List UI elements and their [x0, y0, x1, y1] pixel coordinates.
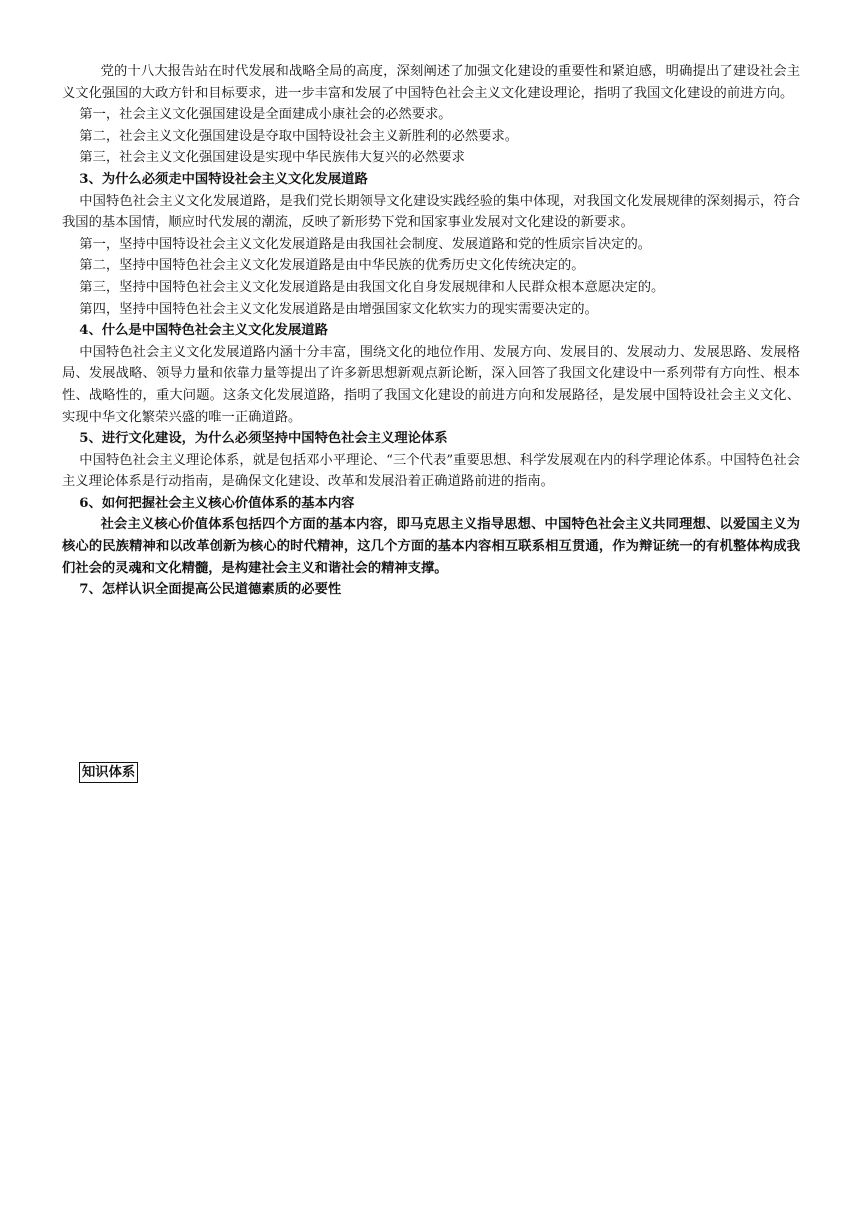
intro-paragraph: 党的十八大报告站在时代发展和战略全局的高度，深刻阐述了加强文化建设的重要性和紧迫感，明确提出了建设社会主义文化强国的大政方针和目标要求，进一步丰富和发展了中国特色社会主义文化建设理论，指明了我国文化建设的前进方向。 [62, 64, 800, 101]
section-3-point-3: 第三，坚持中国特色社会主义文化发展道路是由我国文化自身发展规律和人民群众根本意愿决定的。 [79, 279, 665, 295]
strong-nation-point-1: 第一，社会主义文化强国建设是全面建成小康社会的必然要求。 [79, 107, 452, 123]
section-6-body: 社会主义核心价值体系包括四个方面的基本内容，即马克思主义指导思想、中国特色社会主义共同理想、以爱国主义为核心的民族精神和以改革创新为核心的时代精神，这几个方面的基本内容相互联系相互贯通，作为辩证统一的有机整体构成我们社会的灵魂和文化精髓，是构建社会主义和谐社会的精神支撑。 [62, 517, 800, 576]
section-4-heading: 4、什么是中国特色社会主义文化发展道路 [79, 323, 328, 339]
document-body [62, 61, 800, 601]
section-7-heading: 7、怎样认识全面提高公民道德素质的必要性 [79, 582, 342, 598]
section-3-point-4: 第四，坚持中国特色社会主义文化发展道路是由增强国家文化软实力的现实需要决定的。 [79, 301, 598, 317]
section-5-body: 中国特色社会主义理论体系，就是包括邓小平理论、“三个代表”重要思想、科学发展观在内的科学理论体系。中国特色社会主义理论体系是行动指南，是确保文化建设、改革和发展沿着正确道路前进的指南。 [62, 452, 800, 490]
section-3-point-1: 第一，坚持中国特设社会主义文化发展道路是由我国社会制度、发展道路和党的性质宗旨决定的。 [79, 236, 652, 252]
section-3-body: 中国特色社会主义文化发展道路，是我们党长期领导文化建设实践经验的集中体现，对我国文化发展规律的深刻揭示，符合我国的基本国情，顺应时代发展的潮流，反映了新形势下党和国家事业发展对文化建设的新要求。 [62, 193, 800, 231]
section-4-body: 中国特色社会主义文化发展道路内涵十分丰富，围绕文化的地位作用、发展方向、发展目的、发展动力、发展思路、发展格局、发展战略、领导力量和依靠力量等提出了许多新思想新观点新论断，深入回答了我国文化建设中一系列带有方向性、根本性、战略性的，重大问题。这条文化发展道路，指明了我国文化建设的前进方向和发展路径，是发展中国特设社会主义文化、实现中华文化繁荣兴盛的唯一正确道路。 [62, 344, 800, 425]
section-6-heading: 6、如何把握社会主义核心价值体系的基本内容 [79, 495, 355, 511]
knowledge-system-box: 知识体系 [79, 762, 138, 783]
section-3-heading: 3、为什么必须走中国特设社会主义文化发展道路 [79, 171, 368, 187]
strong-nation-point-2: 第二，社会主义文化强国建设是夺取中国特设社会主义新胜利的必然要求。 [79, 128, 519, 144]
strong-nation-point-3: 第三，社会主义文化强国建设是实现中华民族伟大复兴的必然要求 [79, 150, 465, 166]
section-5-heading: 5、进行文化建设，为什么必须坚持中国特色社会主义理论体系 [79, 431, 448, 447]
section-3-point-2: 第二，坚持中国特色社会主义文化发展道路是由中华民族的优秀历史文化传统决定的。 [79, 258, 585, 274]
